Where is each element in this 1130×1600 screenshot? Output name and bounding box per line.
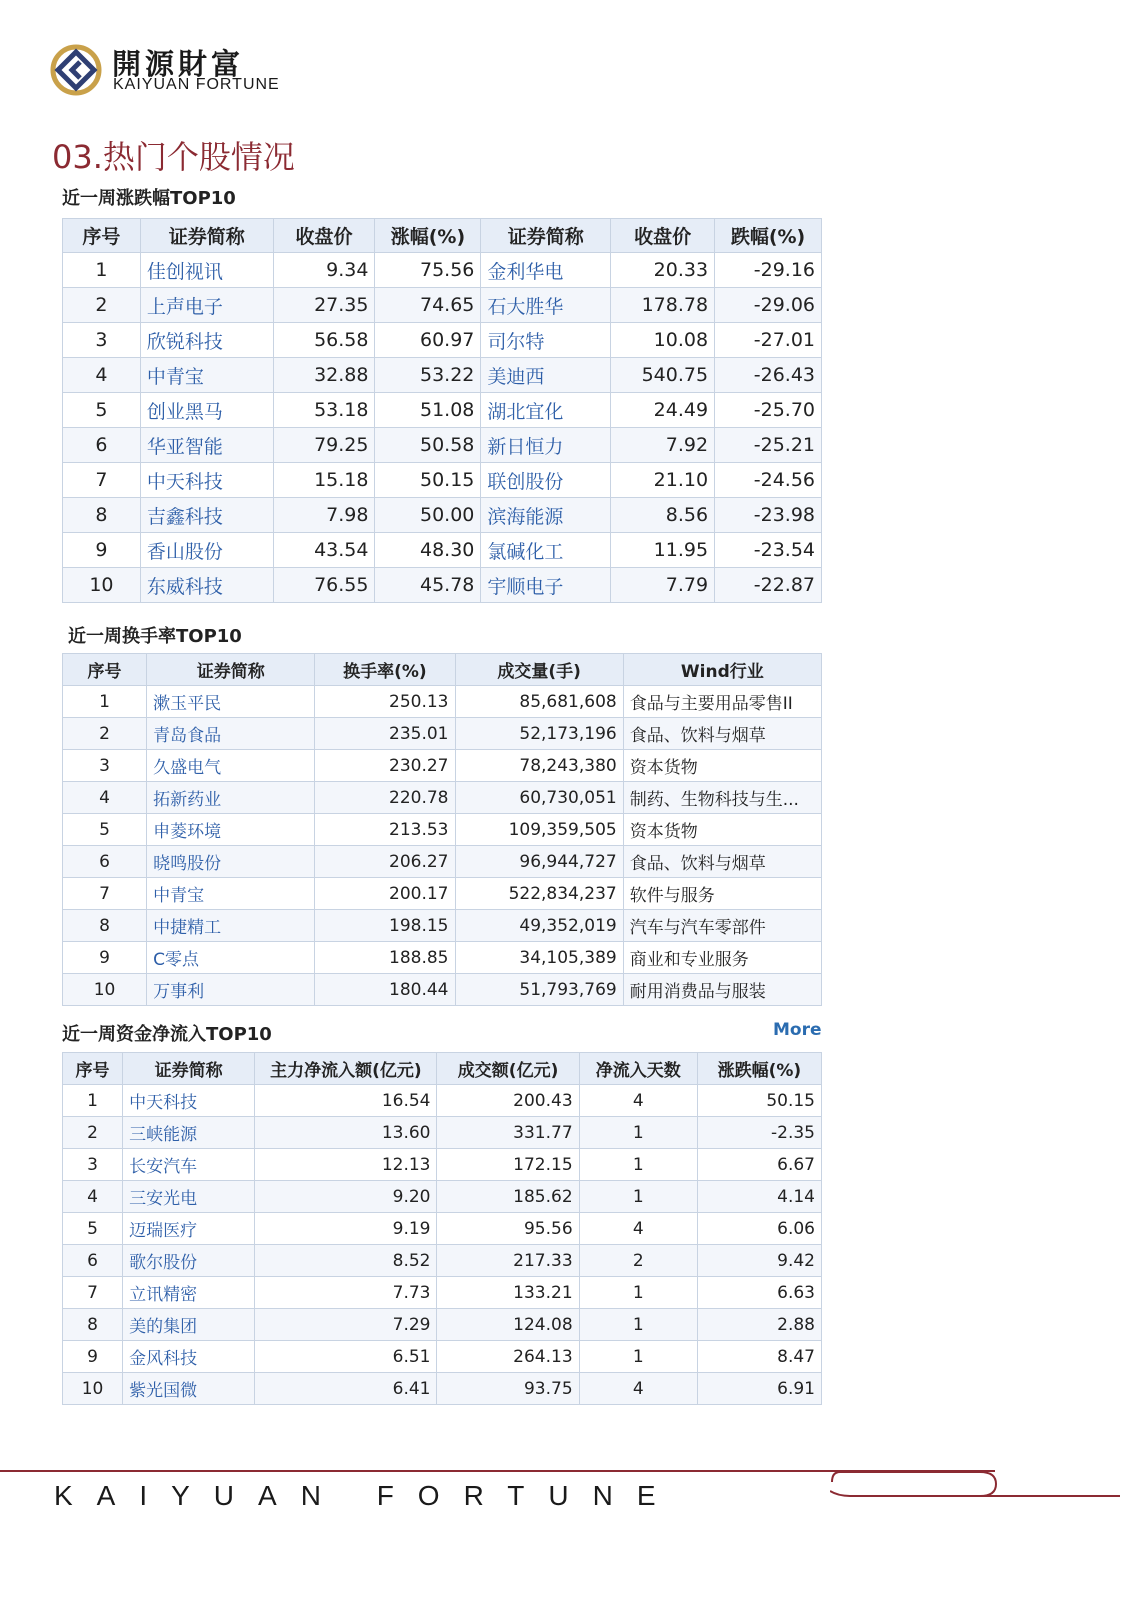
table-cell: 8 (63, 910, 147, 942)
stock-name-link[interactable]: 司尔特 (481, 323, 611, 358)
table-cell: 331.77 (437, 1117, 579, 1149)
table-cell: -23.54 (715, 533, 822, 568)
stock-name-link[interactable]: 创业黑马 (140, 393, 273, 428)
table-cell: -24.56 (715, 463, 822, 498)
table-cell: 4 (63, 358, 141, 393)
table-cell: 10 (63, 568, 141, 603)
table-cell: 6.51 (255, 1341, 437, 1373)
table-cell: 6 (63, 1245, 123, 1277)
column-header[interactable]: 序号 (63, 219, 141, 253)
table-cell: 16.54 (255, 1085, 437, 1117)
stock-name-link[interactable]: 申菱环境 (147, 814, 315, 846)
table-cell: 商业和专业服务 (623, 942, 821, 974)
table-cell: 5 (63, 1213, 123, 1245)
column-header[interactable]: 成交量(手) (455, 654, 623, 686)
table-cell: 76.55 (273, 568, 375, 603)
table-cell: 79.25 (273, 428, 375, 463)
table-cell: 8.52 (255, 1245, 437, 1277)
stock-name-link[interactable]: 美的集团 (123, 1309, 255, 1341)
stock-name-link[interactable]: 联创股份 (481, 463, 611, 498)
table-cell: 188.85 (315, 942, 455, 974)
table-cell: 汽车与汽车零部件 (623, 910, 821, 942)
table-cell: 198.15 (315, 910, 455, 942)
table-row[interactable] (63, 1149, 822, 1181)
more-link[interactable]: More (773, 1020, 822, 1040)
table-row[interactable] (63, 533, 822, 568)
section-title: 03.热门个股情况 (52, 138, 295, 176)
table-cell: 21.10 (611, 463, 715, 498)
table-cell: 1 (63, 1085, 123, 1117)
column-header[interactable]: 跌幅(%) (715, 219, 822, 253)
table-cell: 206.27 (315, 846, 455, 878)
table-cell: 51.08 (375, 393, 481, 428)
table-cell: 5 (63, 393, 141, 428)
stock-name-link[interactable]: 紫光国微 (123, 1373, 255, 1405)
stock-name-link[interactable]: C零点 (147, 942, 315, 974)
table-row[interactable] (63, 1373, 822, 1405)
table-cell: 8.47 (697, 1341, 821, 1373)
table-cell: -22.87 (715, 568, 822, 603)
stock-name-link[interactable]: 湖北宜化 (481, 393, 611, 428)
table-cell: 4 (579, 1213, 697, 1245)
table-cell: 7.29 (255, 1309, 437, 1341)
table-cell: 96,944,727 (455, 846, 623, 878)
table-cell: 食品、饮料与烟草 (623, 846, 821, 878)
table-cell: 1 (579, 1117, 697, 1149)
table-cell: 50.15 (375, 463, 481, 498)
stock-name-link[interactable]: 中天科技 (123, 1085, 255, 1117)
table-row[interactable] (63, 568, 822, 603)
table-cell: 食品与主要用品零售II (623, 686, 821, 718)
table-cell: 11.95 (611, 533, 715, 568)
table-cell: 49,352,019 (455, 910, 623, 942)
table-cell: 1 (63, 253, 141, 288)
table-cell: 7.92 (611, 428, 715, 463)
table-cell: -29.06 (715, 288, 822, 323)
table-row[interactable] (63, 1277, 822, 1309)
brand-logo (50, 44, 310, 100)
table-cell: 75.56 (375, 253, 481, 288)
stock-name-link[interactable]: 拓新药业 (147, 782, 315, 814)
table-cell: 10 (63, 1373, 123, 1405)
table-cell: 213.53 (315, 814, 455, 846)
table-cell: 60,730,051 (455, 782, 623, 814)
table-cell: 7.73 (255, 1277, 437, 1309)
table-cell: 1 (579, 1149, 697, 1181)
stock-name-link[interactable]: 氯碱化工 (481, 533, 611, 568)
table-cell: 7 (63, 463, 141, 498)
stock-name-link[interactable]: 迈瑞医疗 (123, 1213, 255, 1245)
stock-name-link[interactable]: 佳创视讯 (140, 253, 273, 288)
footer-brand: KAIYUAN FORTUNE (54, 1480, 680, 1511)
table-row[interactable] (63, 686, 822, 718)
table-cell: 9 (63, 942, 147, 974)
stock-name-link[interactable]: 香山股份 (140, 533, 273, 568)
stock-name-link[interactable]: 中天科技 (140, 463, 273, 498)
table2-title: 近一周换手率TOP10 (68, 626, 242, 647)
table-row[interactable] (63, 718, 822, 750)
table-cell: -25.70 (715, 393, 822, 428)
column-header[interactable]: 序号 (63, 1053, 123, 1085)
table-row[interactable] (63, 878, 822, 910)
table-cell: 109,359,505 (455, 814, 623, 846)
table-row[interactable] (63, 814, 822, 846)
stock-name-link[interactable]: 青岛食品 (147, 718, 315, 750)
stock-name-link[interactable]: 三峡能源 (123, 1117, 255, 1149)
table-row[interactable] (63, 942, 822, 974)
table-row[interactable] (63, 846, 822, 878)
table-cell: 10 (63, 974, 147, 1006)
table-cell: 2 (579, 1245, 697, 1277)
footer-swoosh-icon (830, 1466, 1120, 1510)
column-header[interactable]: 证券简称 (123, 1053, 255, 1085)
column-header[interactable]: 主力净流入额(亿元) (255, 1053, 437, 1085)
stock-name-link[interactable]: 立讯精密 (123, 1277, 255, 1309)
column-header[interactable]: 涨跌幅(%) (697, 1053, 821, 1085)
table-cell: 264.13 (437, 1341, 579, 1373)
column-header[interactable]: 涨幅(%) (375, 219, 481, 253)
table-cell: 6.63 (697, 1277, 821, 1309)
table-cell: 6 (63, 846, 147, 878)
table-cell: -26.43 (715, 358, 822, 393)
table-cell: 540.75 (611, 358, 715, 393)
table-cell: 1 (579, 1341, 697, 1373)
table-cell: 2 (63, 288, 141, 323)
table-cell: 52,173,196 (455, 718, 623, 750)
table-cell: 9 (63, 1341, 123, 1373)
table-cell: 133.21 (437, 1277, 579, 1309)
table-row[interactable] (63, 253, 822, 288)
logo-chinese-name: 開源財富 (112, 47, 245, 81)
table-header-row (63, 654, 822, 686)
table-row[interactable] (63, 1245, 822, 1277)
table-cell: 50.00 (375, 498, 481, 533)
table-cell: 4 (63, 1181, 123, 1213)
column-header[interactable]: 成交额(亿元) (437, 1053, 579, 1085)
table-cell: 4.14 (697, 1181, 821, 1213)
table-cell: 53.22 (375, 358, 481, 393)
table-row[interactable] (63, 498, 822, 533)
table-cell: 34,105,389 (455, 942, 623, 974)
table-cell: 56.58 (273, 323, 375, 358)
table-cell: 9.42 (697, 1245, 821, 1277)
column-header[interactable]: 换手率(%) (315, 654, 455, 686)
stock-name-link[interactable]: 上声电子 (140, 288, 273, 323)
table-cell: 7 (63, 878, 147, 910)
table-cell: 235.01 (315, 718, 455, 750)
stock-name-link[interactable]: 华亚智能 (140, 428, 273, 463)
table-cell: 8.56 (611, 498, 715, 533)
table-cell: 3 (63, 323, 141, 358)
stock-name-link[interactable]: 滨海能源 (481, 498, 611, 533)
net-inflow-table (62, 1052, 822, 1405)
turnover-rate-table (62, 653, 822, 1006)
table-cell: 15.18 (273, 463, 375, 498)
column-header[interactable]: 净流入天数 (579, 1053, 697, 1085)
table-cell: 12.13 (255, 1149, 437, 1181)
table-row[interactable] (63, 974, 822, 1006)
table-cell: 24.49 (611, 393, 715, 428)
logo-english-name: KAIYUAN FORTUNE (113, 76, 280, 93)
table-cell: 78,243,380 (455, 750, 623, 782)
table-cell: 95.56 (437, 1213, 579, 1245)
table-cell: 7.79 (611, 568, 715, 603)
table-row[interactable] (63, 1341, 822, 1373)
table-cell: 250.13 (315, 686, 455, 718)
table-cell: 6.67 (697, 1149, 821, 1181)
table-cell: 20.33 (611, 253, 715, 288)
column-header[interactable]: 收盘价 (611, 219, 715, 253)
stock-name-link[interactable]: 久盛电气 (147, 750, 315, 782)
table-cell: 6.91 (697, 1373, 821, 1405)
table-cell: 178.78 (611, 288, 715, 323)
table-row[interactable] (63, 910, 822, 942)
table-cell: 85,681,608 (455, 686, 623, 718)
table-cell: 220.78 (315, 782, 455, 814)
table-cell: 2 (63, 1117, 123, 1149)
table-cell: 制药、生物科技与生... (623, 782, 821, 814)
column-header[interactable]: Wind行业 (623, 654, 821, 686)
table-cell: 13.60 (255, 1117, 437, 1149)
table-cell: 软件与服务 (623, 878, 821, 910)
table-cell: 217.33 (437, 1245, 579, 1277)
table-cell: 资本货物 (623, 814, 821, 846)
table-cell: -29.16 (715, 253, 822, 288)
table-cell: 8 (63, 1309, 123, 1341)
table-cell: 6.06 (697, 1213, 821, 1245)
table-cell: 9.19 (255, 1213, 437, 1245)
table-cell: 50.58 (375, 428, 481, 463)
table-cell: 124.08 (437, 1309, 579, 1341)
table-cell: -27.01 (715, 323, 822, 358)
stock-name-link[interactable]: 万事利 (147, 974, 315, 1006)
table-cell: 51,793,769 (455, 974, 623, 1006)
column-header[interactable]: 序号 (63, 654, 147, 686)
table-header-row (63, 1053, 822, 1085)
table-row[interactable] (63, 393, 822, 428)
table-cell: 48.30 (375, 533, 481, 568)
table-cell: 45.78 (375, 568, 481, 603)
stock-name-link[interactable]: 晓鸣股份 (147, 846, 315, 878)
table-cell: 6.41 (255, 1373, 437, 1405)
stock-name-link[interactable]: 三安光电 (123, 1181, 255, 1213)
stock-name-link[interactable]: 欣锐科技 (140, 323, 273, 358)
table-cell: 4 (579, 1373, 697, 1405)
table-cell: 4 (579, 1085, 697, 1117)
table-cell: 522,834,237 (455, 878, 623, 910)
table-cell: 7 (63, 1277, 123, 1309)
table-cell: -2.35 (697, 1117, 821, 1149)
stock-name-link[interactable]: 东威科技 (140, 568, 273, 603)
column-header[interactable]: 收盘价 (273, 219, 375, 253)
table-cell: -25.21 (715, 428, 822, 463)
table1-title: 近一周涨跌幅TOP10 (62, 188, 236, 209)
table-cell: 1 (579, 1181, 697, 1213)
table-row[interactable] (63, 1181, 822, 1213)
table-row[interactable] (63, 1117, 822, 1149)
stock-name-link[interactable]: 歌尔股份 (123, 1245, 255, 1277)
table-cell: 资本货物 (623, 750, 821, 782)
table-row[interactable] (63, 463, 822, 498)
table3-title: 近一周资金净流入TOP10 (62, 1024, 272, 1045)
table-cell: 200.17 (315, 878, 455, 910)
stock-name-link[interactable]: 漱玉平民 (147, 686, 315, 718)
table-cell: 60.97 (375, 323, 481, 358)
column-header[interactable]: 证券简称 (140, 219, 273, 253)
stock-name-link[interactable]: 新日恒力 (481, 428, 611, 463)
kaiyuan-logo-icon (50, 44, 102, 96)
table-cell: 200.43 (437, 1085, 579, 1117)
table-cell: 1 (579, 1309, 697, 1341)
table-row[interactable] (63, 288, 822, 323)
stock-name-link[interactable]: 金风科技 (123, 1341, 255, 1373)
table-cell: 食品、饮料与烟草 (623, 718, 821, 750)
table-cell: 9.20 (255, 1181, 437, 1213)
table-cell: 耐用消费品与服装 (623, 974, 821, 1006)
stock-name-link[interactable]: 吉鑫科技 (140, 498, 273, 533)
table-cell: 1 (63, 686, 147, 718)
table-cell: 10.08 (611, 323, 715, 358)
table-cell: 2.88 (697, 1309, 821, 1341)
table-cell: 32.88 (273, 358, 375, 393)
table-row[interactable] (63, 1213, 822, 1245)
table-cell: 172.15 (437, 1149, 579, 1181)
stock-name-link[interactable]: 中青宝 (147, 878, 315, 910)
table-cell: 8 (63, 498, 141, 533)
stock-name-link[interactable]: 宇顺电子 (481, 568, 611, 603)
table-row[interactable] (63, 782, 822, 814)
table-cell: 1 (579, 1277, 697, 1309)
table-cell: 53.18 (273, 393, 375, 428)
table-cell: 4 (63, 782, 147, 814)
table-cell: 2 (63, 718, 147, 750)
table-cell: 9 (63, 533, 141, 568)
stock-name-link[interactable]: 中青宝 (140, 358, 273, 393)
price-change-table (62, 218, 822, 603)
table-row[interactable] (63, 358, 822, 393)
table-row[interactable] (63, 750, 822, 782)
stock-name-link[interactable]: 金利华电 (481, 253, 611, 288)
column-header[interactable]: 证券简称 (481, 219, 611, 253)
table-cell: 50.15 (697, 1085, 821, 1117)
stock-name-link[interactable]: 长安汽车 (123, 1149, 255, 1181)
table-cell: 3 (63, 750, 147, 782)
table-row[interactable] (63, 323, 822, 358)
stock-name-link[interactable]: 中捷精工 (147, 910, 315, 942)
table-cell: -23.98 (715, 498, 822, 533)
table-cell: 230.27 (315, 750, 455, 782)
stock-name-link[interactable]: 美迪西 (481, 358, 611, 393)
table-cell: 185.62 (437, 1181, 579, 1213)
table-cell: 43.54 (273, 533, 375, 568)
table-row[interactable] (63, 1085, 822, 1117)
table-cell: 5 (63, 814, 147, 846)
table-cell: 6 (63, 428, 141, 463)
table-row[interactable] (63, 428, 822, 463)
table-header-row (63, 219, 822, 253)
table-cell: 74.65 (375, 288, 481, 323)
table-cell: 180.44 (315, 974, 455, 1006)
table-cell: 3 (63, 1149, 123, 1181)
table-cell: 9.34 (273, 253, 375, 288)
stock-name-link[interactable]: 石大胜华 (481, 288, 611, 323)
table-cell: 93.75 (437, 1373, 579, 1405)
column-header[interactable]: 证券简称 (147, 654, 315, 686)
table-cell: 7.98 (273, 498, 375, 533)
table-row[interactable] (63, 1309, 822, 1341)
table-cell: 27.35 (273, 288, 375, 323)
